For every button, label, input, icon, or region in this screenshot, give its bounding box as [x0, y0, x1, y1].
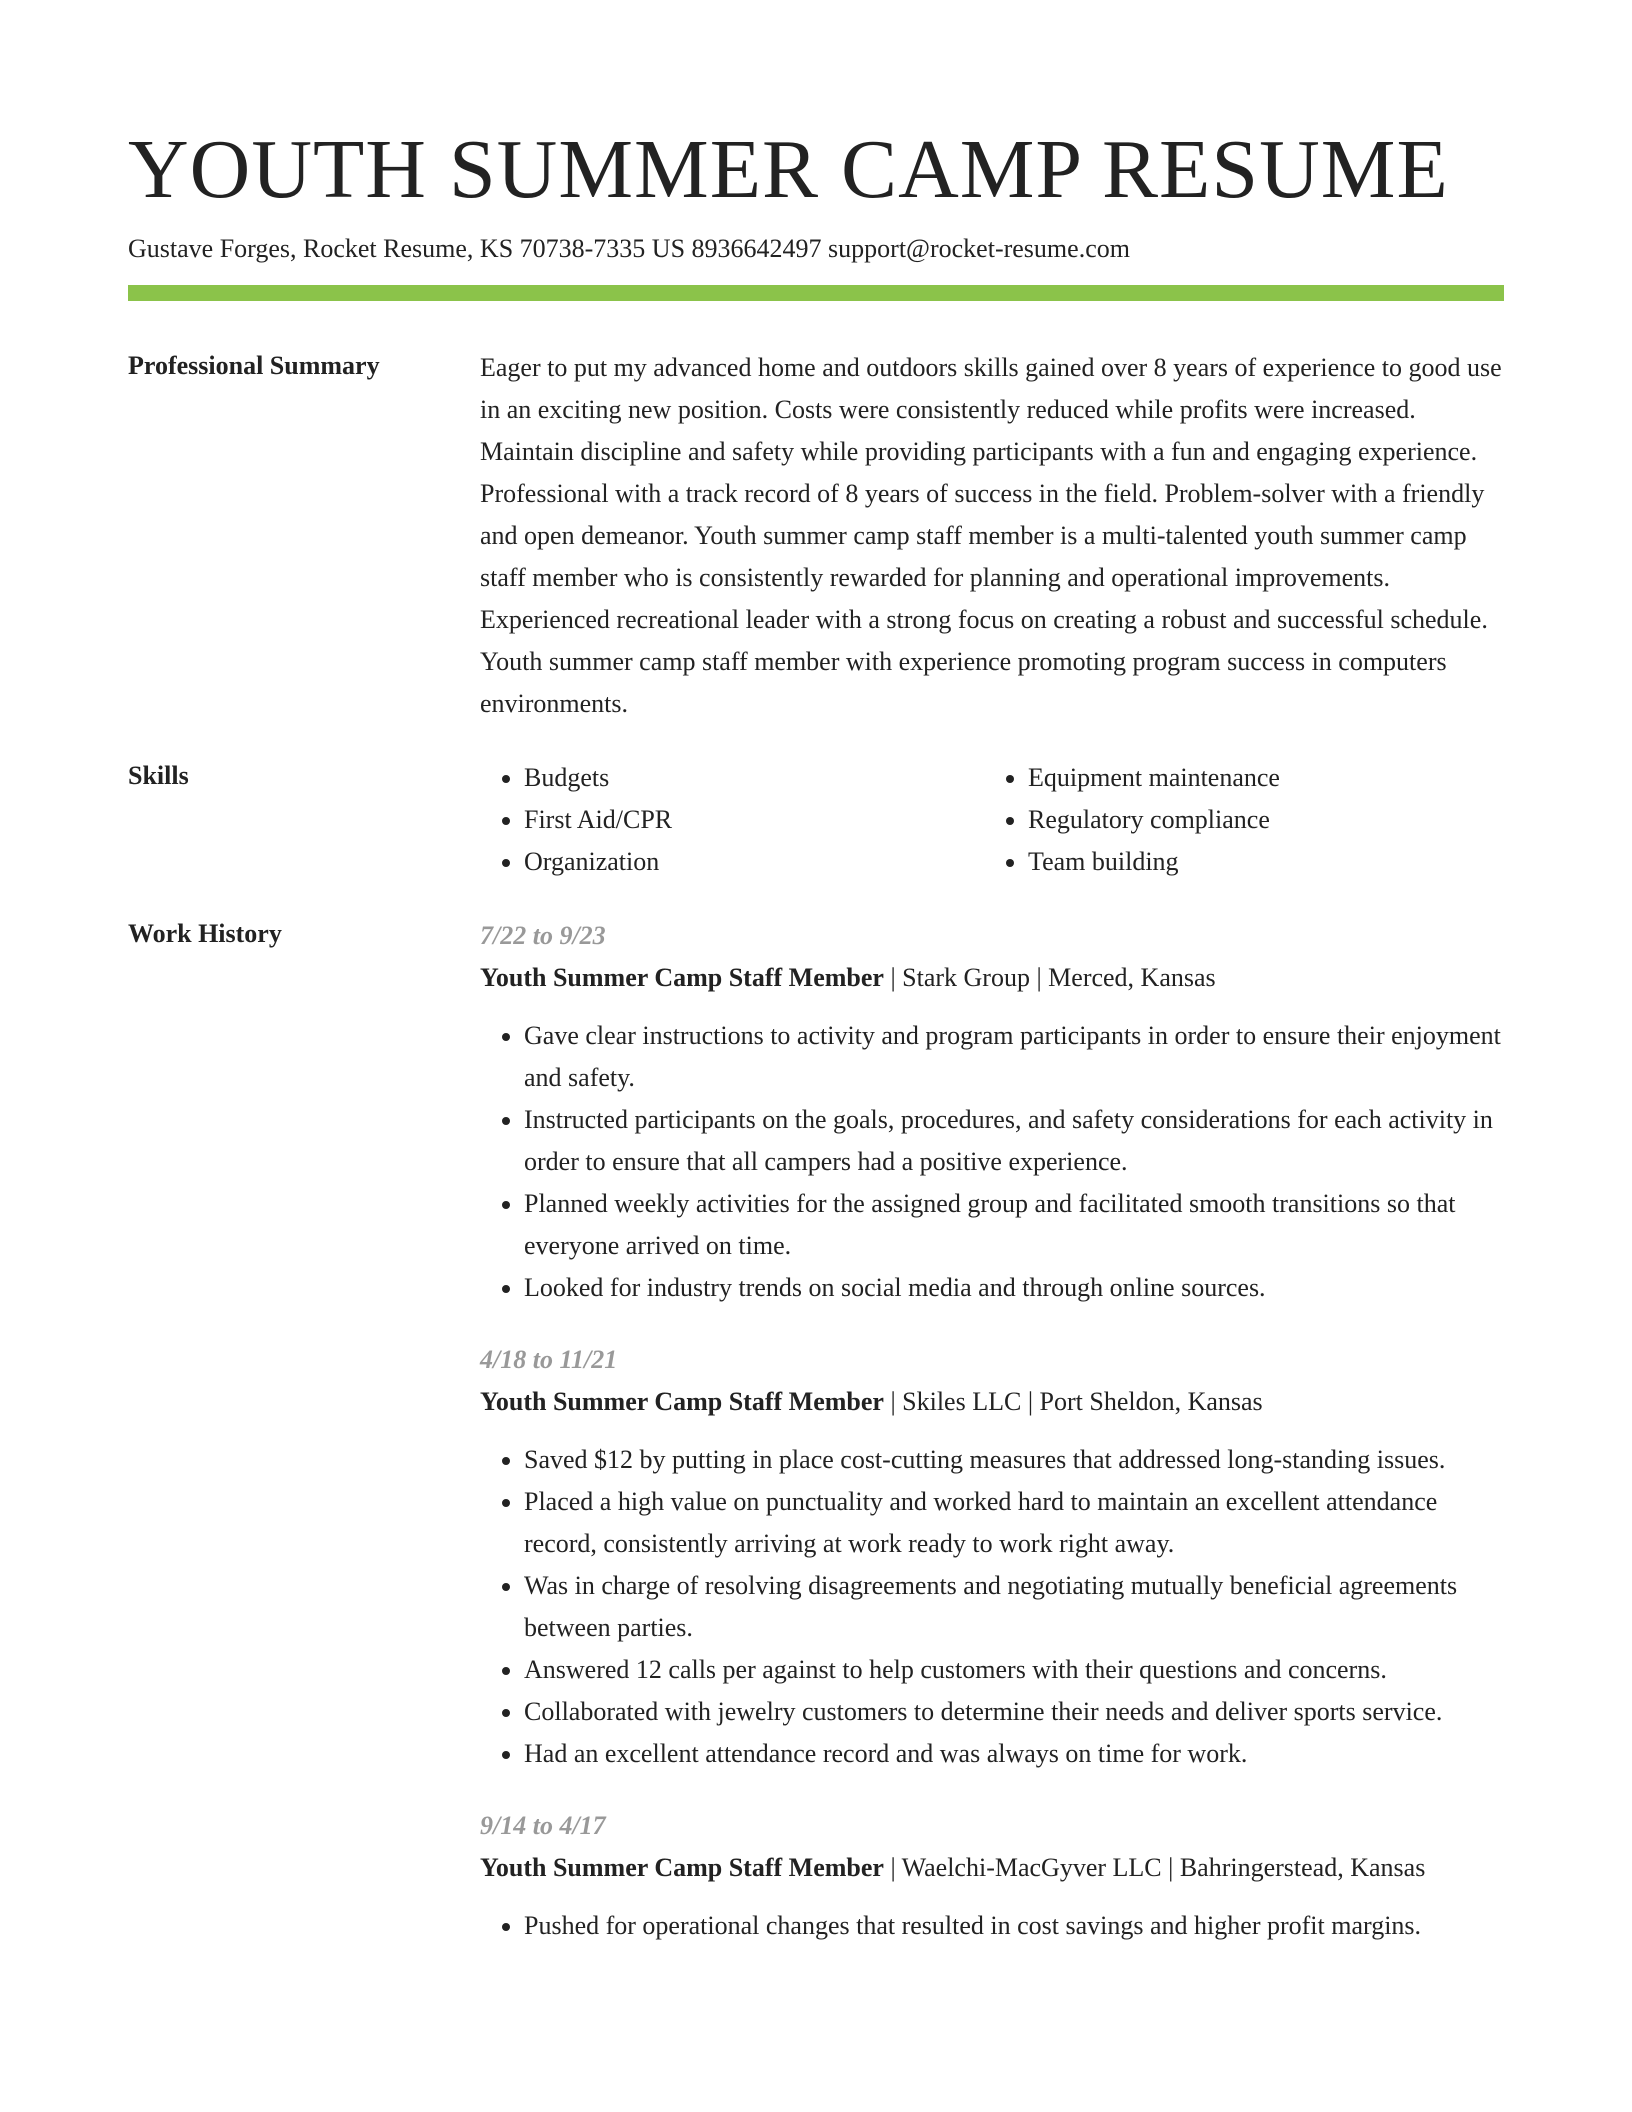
accent-divider [128, 285, 1504, 301]
resume-title: YOUTH SUMMER CAMP RESUME [128, 123, 1449, 216]
section-content-skills [480, 757, 1504, 883]
job-employer-location: | Stark Group | Merced, Kansas [883, 963, 1216, 992]
section-label-work: Work History [128, 919, 282, 948]
contact-line: Gustave Forges, Rocket Resume, KS 70738-7335 US 8936642497 support@rocket-resume.com [128, 234, 1130, 263]
job-title: Youth Summer Camp Staff Member [480, 1387, 884, 1416]
job-heading [480, 1381, 1504, 1423]
skill-item: • Equipment maintenance [1028, 757, 1504, 799]
skills-column-right [984, 757, 1504, 883]
section-content-summary [480, 347, 1504, 725]
job-title: Youth Summer Camp Staff Member [480, 963, 884, 992]
skill-item: • Organization [524, 841, 984, 883]
job-bullet: • Gave clear instructions to activity and program participants in order to ensure their enjoyment and safety. [524, 1015, 1504, 1099]
summary-paragraph: Eager to put my advanced home and outdoors skills gained over 8 years of experience to good use in an exciting new position. Costs were consistently reduced while profits were increased. Maintain discipline and safety while providing participants with a fun and engaging experience. Professional with a track record of 8 years of success in the field. Problem-solver with a friendly and open demeanor. Youth summer camp staff member is a multi-talented youth summer camp staff member who is consistently rewarded for planning and operational improvements. Experienced recreational leader with a strong focus on creating a robust and successful schedule. Youth summer camp staff member with experience promoting program success in computers environments. [480, 353, 1502, 718]
skill-item: • Team building [1028, 841, 1504, 883]
job-bullets [480, 1439, 1504, 1775]
skill-item: • First Aid/CPR [524, 799, 984, 841]
job-date: 7/22 to 9/23 [480, 921, 606, 950]
job-bullets [480, 1015, 1504, 1309]
job-entry [480, 1805, 1504, 1947]
resume-body [128, 347, 1504, 1977]
job-bullets [480, 1905, 1504, 1947]
job-title: Youth Summer Camp Staff Member [480, 1853, 884, 1882]
job-bullet: • Placed a high value on punctuality and worked hard to maintain an excellent attendance record, consistently arriving at work ready to work right away. [524, 1481, 1504, 1565]
job-bullet: • Instructed participants on the goals, procedures, and safety considerations for each activity in order to ensure that all campers had a positive experience. [524, 1099, 1504, 1183]
section-label-summary: Professional Summary [128, 351, 380, 380]
skill-item: • Budgets [524, 757, 984, 799]
job-bullet: • Looked for industry trends on social media and through online sources. [524, 1267, 1504, 1309]
skill-item: • Regulatory compliance [1028, 799, 1504, 841]
job-heading [480, 1847, 1504, 1889]
job-bullet: • Saved $12 by putting in place cost-cutting measures that addressed long-standing issues. [524, 1439, 1504, 1481]
section-label-skills: Skills [128, 761, 189, 790]
job-bullet: • Was in charge of resolving disagreements and negotiating mutually beneficial agreements between parties. [524, 1565, 1504, 1649]
job-bullet: • Collaborated with jewelry customers to determine their needs and deliver sports service. [524, 1691, 1504, 1733]
job-bullet: • Planned weekly activities for the assigned group and facilitated smooth transitions so that everyone arrived on time. [524, 1183, 1504, 1267]
skills-grid [480, 757, 1504, 883]
section-skills [128, 757, 1504, 883]
job-employer-location: | Skiles LLC | Port Sheldon, Kansas [883, 1387, 1263, 1416]
skills-column-left [480, 757, 984, 883]
job-employer-location: | Waelchi-MacGyver LLC | Bahringerstead, Kansas [883, 1853, 1426, 1882]
job-date: 9/14 to 4/17 [480, 1811, 606, 1840]
job-bullet: • Pushed for operational changes that resulted in cost savings and higher profit margins. [524, 1905, 1504, 1947]
job-heading [480, 957, 1504, 999]
job-date: 4/18 to 11/21 [480, 1345, 618, 1374]
section-professional-summary [128, 347, 1504, 725]
section-work-history [128, 915, 1504, 1977]
job-bullet: • Had an excellent attendance record and was always on time for work. [524, 1733, 1504, 1775]
job-entry [480, 1339, 1504, 1775]
section-content-work [480, 915, 1504, 1977]
job-entry [480, 915, 1504, 1309]
job-bullet: • Answered 12 calls per against to help customers with their questions and concerns. [524, 1649, 1504, 1691]
